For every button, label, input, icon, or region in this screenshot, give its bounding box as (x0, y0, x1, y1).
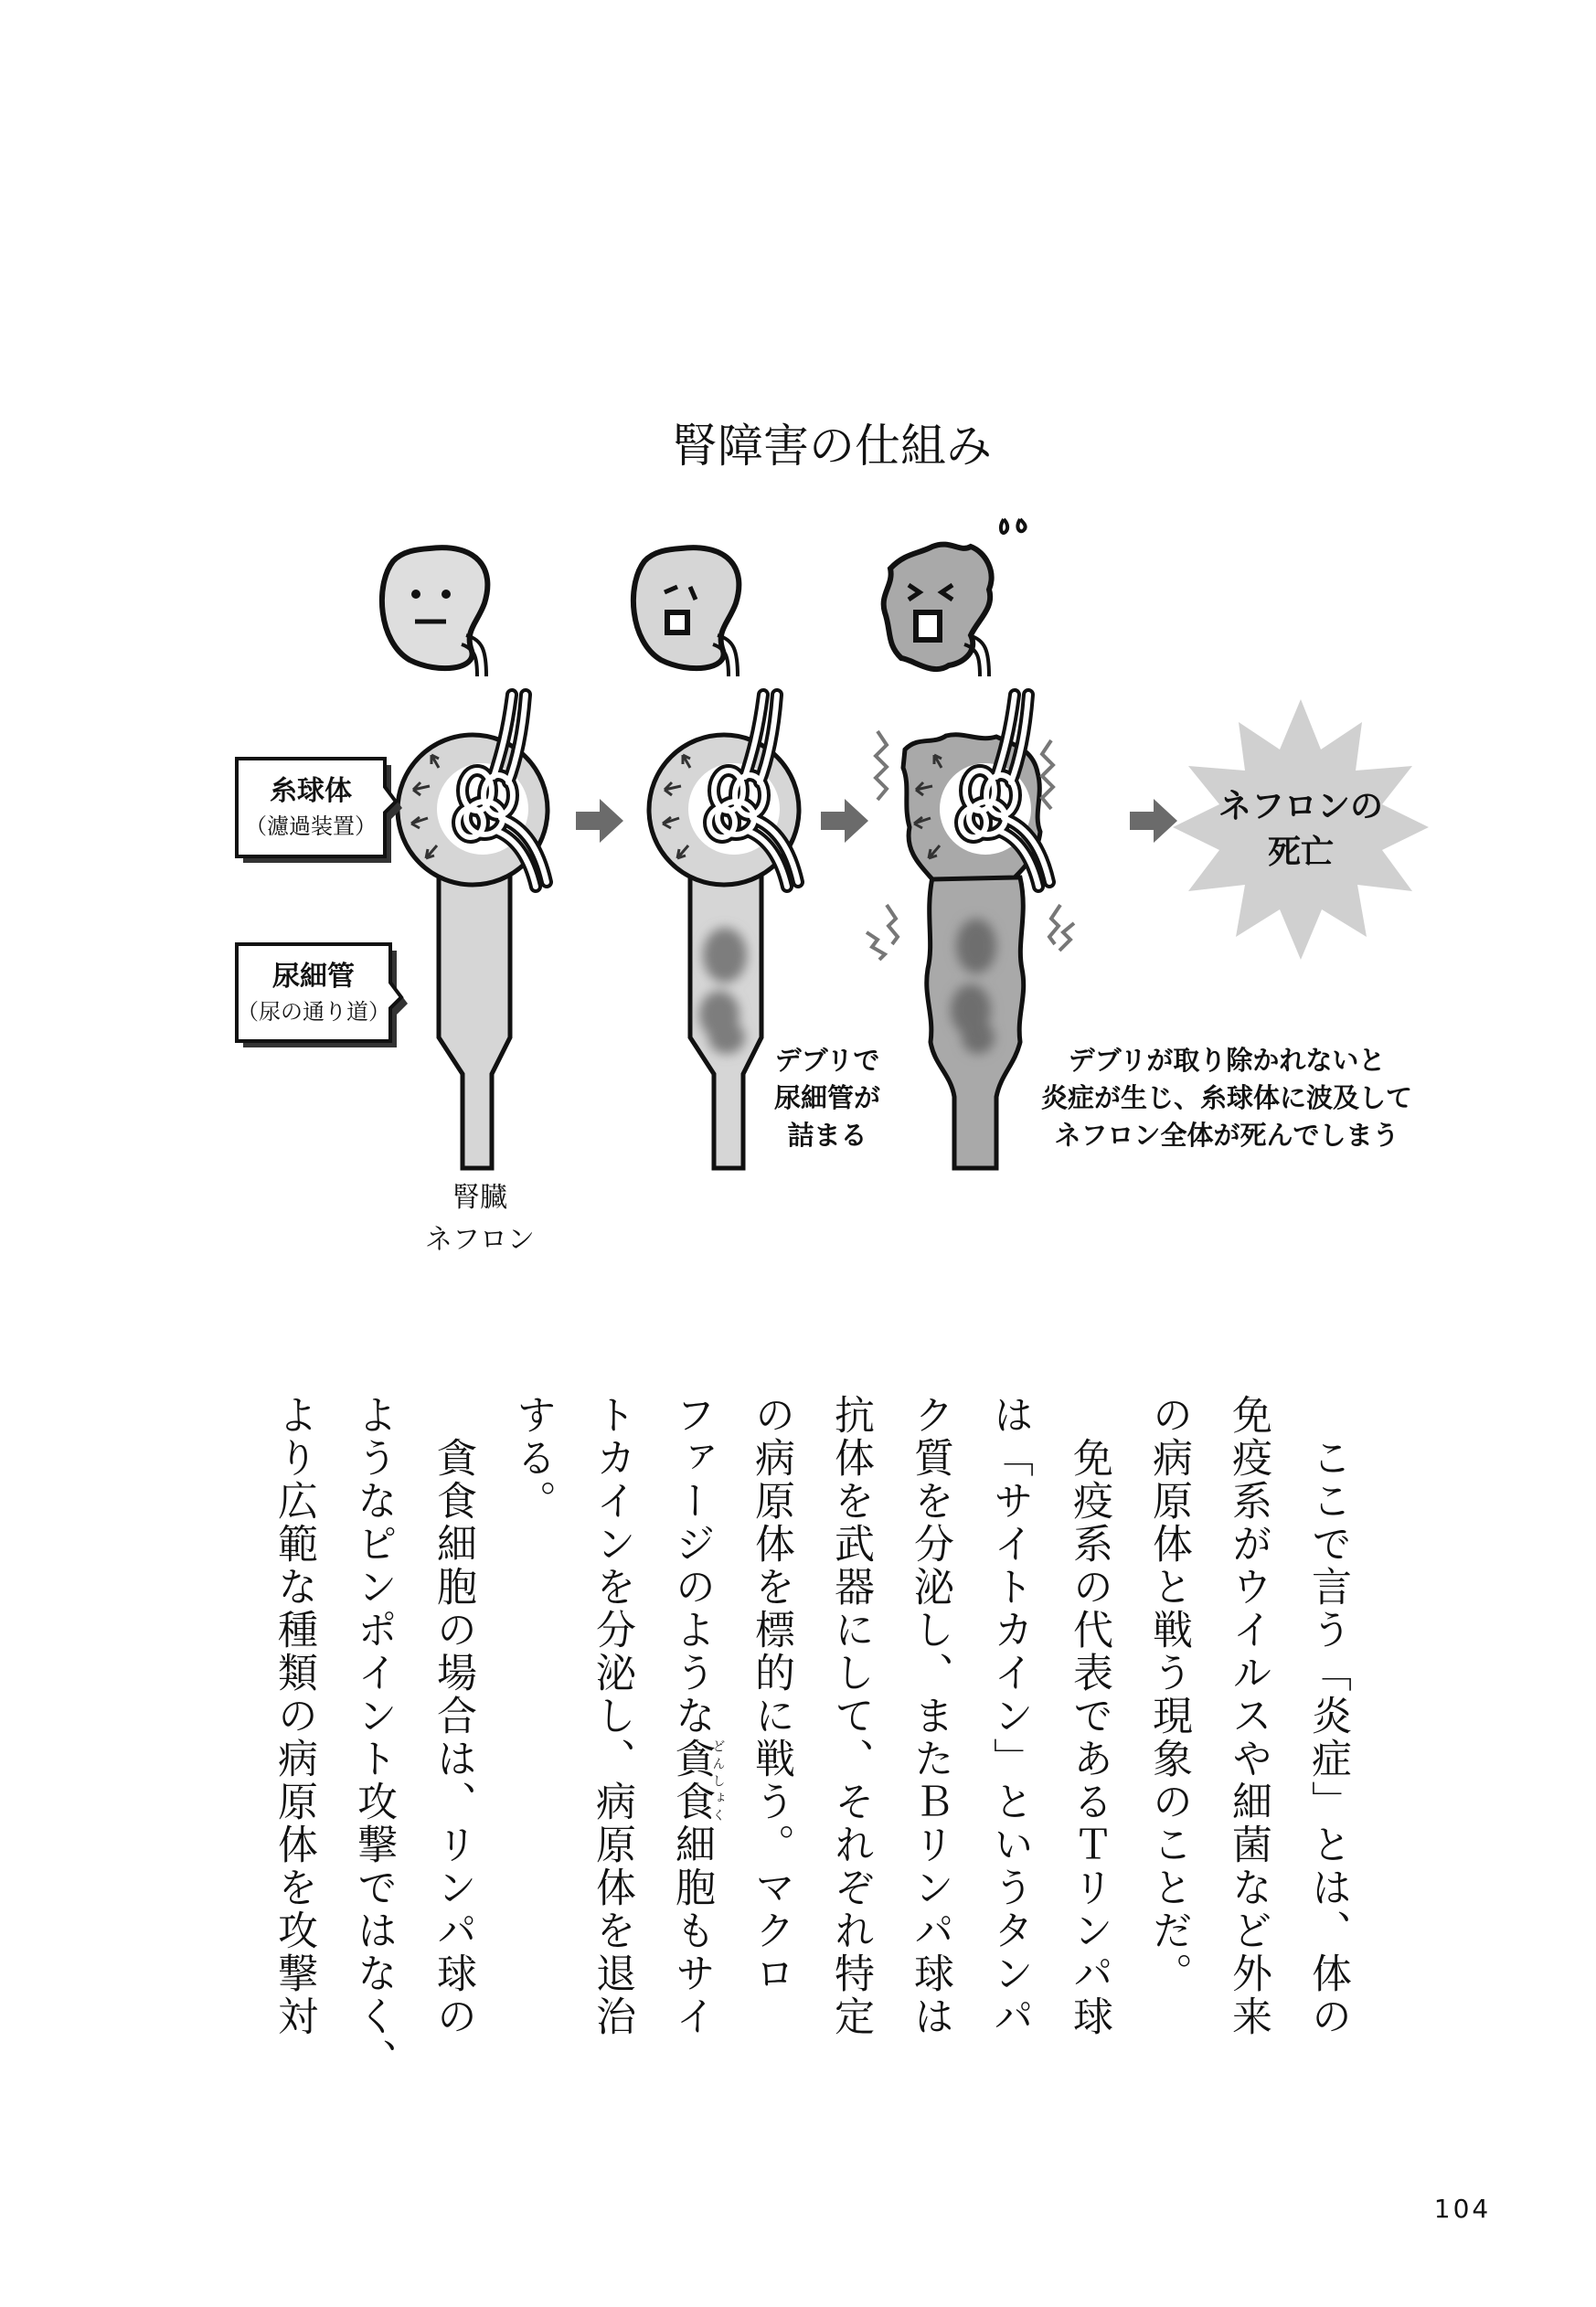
tubule-label-sub: （尿の通り道） (237, 999, 390, 1025)
tubule-label (237, 953, 390, 1026)
text-line: の病原体と戦う現象のことだ。 (1145, 1394, 1192, 1995)
text-line: 貪食細胞の場合は、リンパ球の (430, 1437, 476, 2038)
arrow-right-icon (821, 799, 868, 843)
ruby-base: 貪食 (668, 1738, 715, 1823)
text-segment: ファージのような (668, 1394, 715, 1738)
caption-line: デブリで (774, 1045, 880, 1076)
caption-line: 腎臓 (452, 1182, 507, 1214)
text-line: より広範な種類の病原体を攻撃対 (271, 1394, 317, 2038)
stage3-caption (1035, 1042, 1419, 1154)
ruby-reading: どんしょく (710, 1738, 726, 1823)
caption-line: 炎症が生じ、糸球体に波及して (1040, 1082, 1412, 1113)
text-line: の病原体を標的に戦う。マクロ (748, 1394, 794, 1995)
text-line: する。 (509, 1394, 556, 1523)
stage-1-healthy (382, 548, 548, 1168)
glomerulus-label-main: 糸球体 (270, 775, 352, 807)
text-line: 免疫系の代表であるＴリンパ球 (1066, 1437, 1112, 2038)
body-text (254, 1394, 1367, 2081)
glomerulus-label-sub: （濾過装置） (245, 813, 377, 839)
arrow-right-icon (576, 799, 623, 843)
caption-line: デブリが取り除かれないと (1068, 1045, 1386, 1076)
text-line: トカインを分泌し、病原体を退治 (589, 1394, 635, 2038)
burst-line: ネフロンの (1218, 788, 1383, 825)
tubule-label-main: 尿細管 (272, 961, 355, 993)
caption-line: ネフロン全体が死んでしまう (1054, 1120, 1399, 1151)
text-line: 免疫系がウイルスや細菌など外来 (1225, 1394, 1271, 2038)
figure-title: 腎障害の仕組み (672, 420, 992, 473)
nephron-death-label (1191, 784, 1410, 876)
text-line: は「サイトカイン」というタンパ (986, 1394, 1033, 2038)
text-line: ク質を分泌し、またＢリンパ球は (907, 1394, 953, 2038)
text-line: ようなピンポイント攻撃ではなく、 (350, 1394, 397, 2081)
text-line: 抗体を武器にして、それぞれ特定 (827, 1394, 874, 2038)
page-number: 104 (1433, 2194, 1492, 2224)
burst-line: 死亡 (1267, 834, 1334, 871)
caption-line: ネフロン (425, 1224, 535, 1256)
text-line: ここで言う「炎症」とは、体の (1304, 1437, 1351, 2038)
stage2-caption (754, 1042, 900, 1154)
kidney-nephron-caption (388, 1177, 571, 1261)
text-line (652, 1394, 731, 2070)
glomerulus-label (237, 768, 385, 840)
text-segment: 細胞もサイ (668, 1823, 715, 2038)
arrow-right-icon (1130, 799, 1177, 843)
tubule-normal (439, 864, 510, 1168)
furigana-ruby (668, 1738, 726, 1823)
caption-line: 尿細管が (773, 1082, 880, 1113)
caption-line: 詰まる (787, 1120, 867, 1151)
